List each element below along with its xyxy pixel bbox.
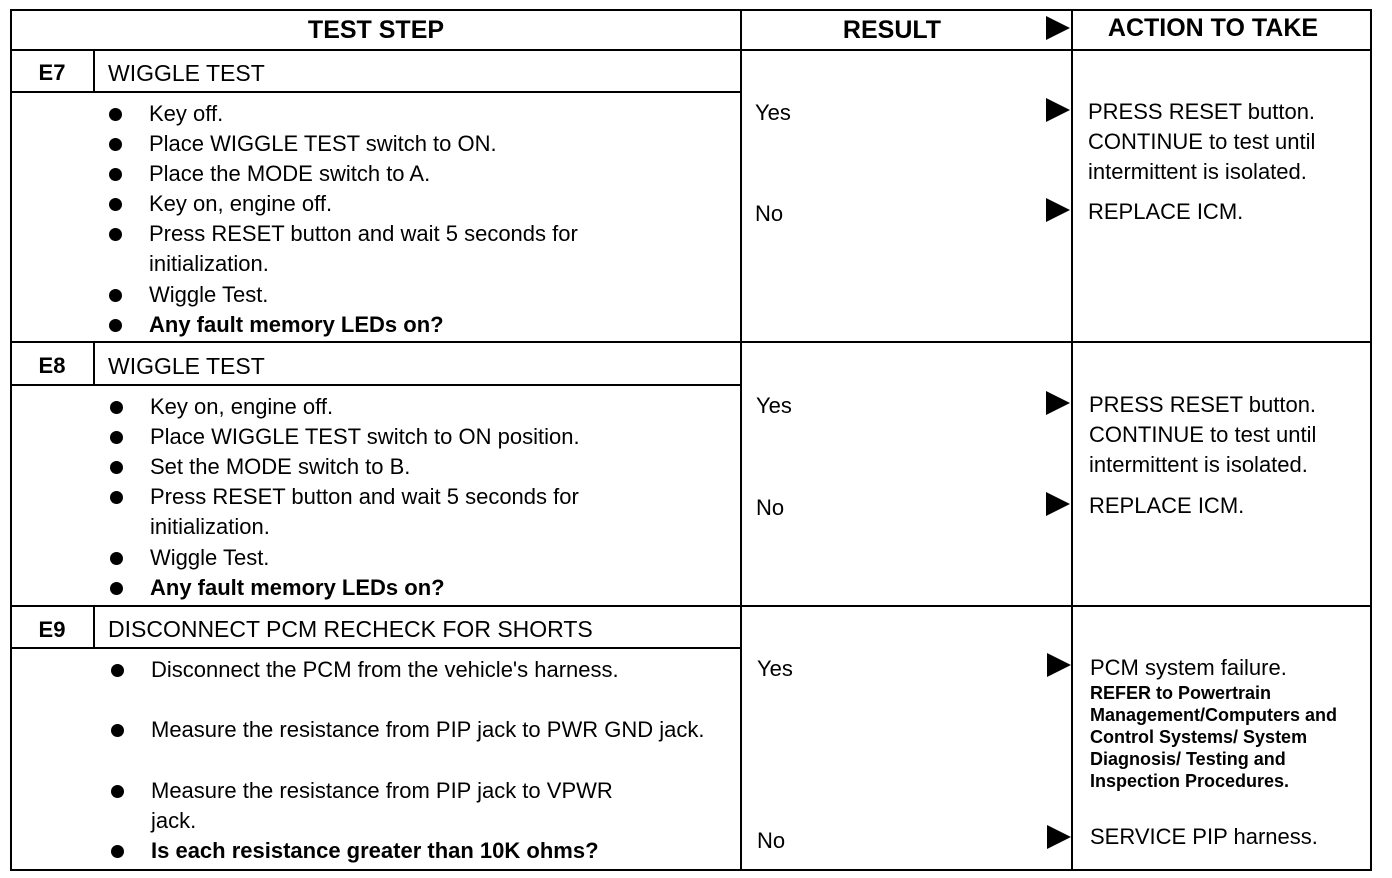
e8-action-yes: PRESS RESET button. CONTINUE to test until intermittent is isolated. — [1089, 392, 1317, 477]
bullet-icon — [109, 319, 122, 332]
e7-no-arrow-icon — [1046, 198, 1070, 222]
step-id-e7: E7 — [38, 60, 66, 85]
bullet-icon — [111, 845, 124, 858]
e8-bullet-3: Set the MODE switch to B. — [150, 452, 740, 482]
e8-bullet-5: Wiggle Test. — [150, 543, 740, 573]
e7-action-yes: PRESS RESET button. CONTINUE to test until intermittent is isolated. — [1088, 99, 1316, 184]
bullet-icon — [111, 724, 124, 737]
e8-bullet-2: Place WIGGLE TEST switch to ON position. — [150, 422, 740, 452]
e8-result-no: No — [756, 495, 785, 520]
e7-bullet-3: Place the MODE switch to A. — [149, 159, 739, 189]
step-id-e8: E8 — [38, 353, 66, 378]
header-arrow-icon — [1046, 16, 1070, 40]
row-separator-e9 — [10, 605, 1372, 607]
result-column-divider — [740, 9, 742, 871]
e7-yes-arrow-icon — [1046, 98, 1070, 122]
bullet-icon — [110, 582, 123, 595]
step-title-e8: WIGGLE TEST — [108, 353, 265, 379]
header-result: RESULT — [842, 16, 942, 44]
row-separator-e8 — [10, 341, 1372, 343]
e8-bullet-4: Press RESET button and wait 5 seconds for initialization. — [150, 482, 690, 542]
bullet-icon — [109, 168, 122, 181]
e7-title-underline — [10, 91, 740, 93]
e9-result-no: No — [757, 828, 786, 853]
e9-bullet-2: Measure the resistance from PIP jack to PWR GND jack. — [151, 715, 711, 745]
e9-question: Is each resistance greater than 10K ohms? — [151, 836, 741, 866]
e8-question: Any fault memory LEDs on? — [150, 573, 740, 603]
e8-bullet-1: Key on, engine off. — [150, 392, 740, 422]
e9-result-yes: Yes — [757, 656, 793, 681]
e9-bullet-1: Disconnect the PCM from the vehicle's harness. — [151, 655, 651, 685]
bullet-icon — [110, 461, 123, 474]
bullet-icon — [109, 108, 122, 121]
header-bottom-line — [10, 49, 1372, 51]
e7-action-no: REPLACE ICM. — [1088, 199, 1244, 224]
e8-id-divider — [93, 343, 95, 385]
e8-no-arrow-icon — [1046, 492, 1070, 516]
e9-bullet-3: Measure the resistance from PIP jack to VPWR jack. — [151, 776, 651, 836]
e8-action-no: REPLACE ICM. — [1089, 493, 1245, 518]
e9-id-divider — [93, 607, 95, 648]
table-border-left — [10, 9, 12, 871]
step-title-e9: DISCONNECT PCM RECHECK FOR SHORTS — [108, 616, 593, 642]
e7-bullet-6: Wiggle Test. — [149, 280, 739, 310]
e7-bullet-2: Place WIGGLE TEST switch to ON. — [149, 129, 739, 159]
e9-title-underline — [10, 647, 740, 649]
bullet-icon — [110, 401, 123, 414]
bullet-icon — [110, 552, 123, 565]
e9-action-yes: PCM system failure. — [1090, 655, 1287, 680]
table-border-top — [10, 9, 1372, 11]
e7-bullet-1: Key off. — [149, 99, 739, 129]
e8-title-underline — [10, 384, 740, 386]
e9-yes-arrow-icon — [1047, 653, 1071, 677]
bullet-icon — [110, 491, 123, 504]
e7-result-yes: Yes — [755, 100, 791, 125]
bullet-icon — [109, 228, 122, 241]
e8-result-yes: Yes — [756, 393, 792, 418]
bullet-icon — [109, 138, 122, 151]
action-column-divider — [1071, 9, 1073, 871]
e7-question: Any fault memory LEDs on? — [149, 310, 739, 340]
e7-result-no: No — [755, 201, 784, 226]
table-border-bottom — [10, 869, 1372, 871]
e9-action-no: SERVICE PIP harness. — [1090, 824, 1318, 849]
bullet-icon — [111, 664, 124, 677]
header-test-step: TEST STEP — [307, 16, 445, 44]
bullet-icon — [111, 785, 124, 798]
e9-no-arrow-icon — [1047, 825, 1071, 849]
e7-bullet-4: Key on, engine off. — [149, 189, 739, 219]
bullet-icon — [109, 289, 122, 302]
bullet-icon — [110, 431, 123, 444]
e8-yes-arrow-icon — [1046, 391, 1070, 415]
e7-bullet-5: Press RESET button and wait 5 seconds for initialization. — [149, 219, 689, 279]
header-action: ACTION TO TAKE — [1107, 14, 1319, 42]
e7-id-divider — [93, 51, 95, 92]
e9-action-yes-detail: REFER to Powertrain Management/Computers and Control Systems/ System Diagnosis/ Testing and Inspection Procedures. — [1090, 683, 1338, 791]
bullet-icon — [109, 198, 122, 211]
step-title-e7: WIGGLE TEST — [108, 60, 265, 86]
step-id-e9: E9 — [38, 617, 66, 642]
